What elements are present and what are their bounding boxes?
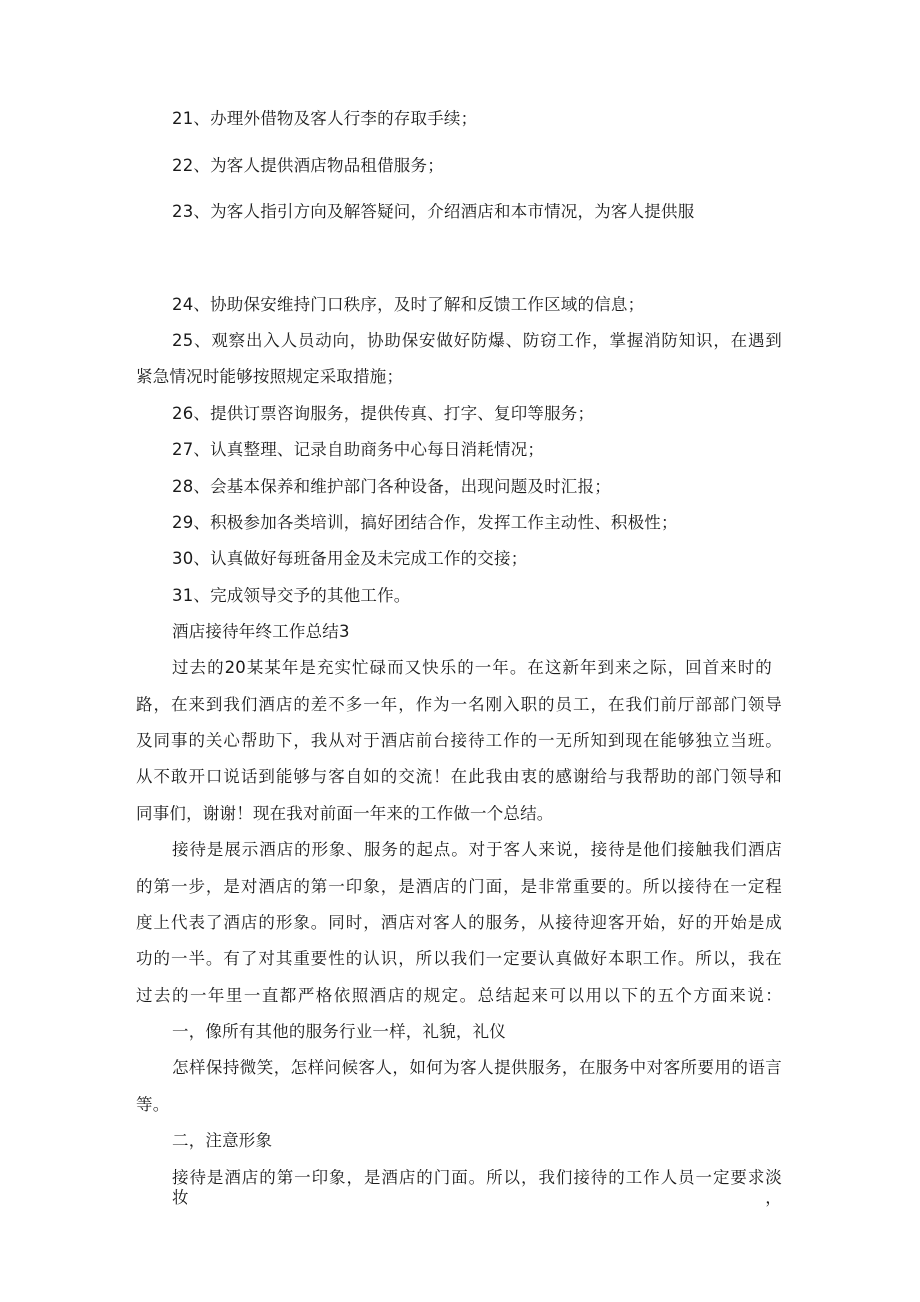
list-item-21: 21、办理外借物及客人行李的存取手续； bbox=[172, 109, 478, 128]
paragraph-1-line-3: 及同事的关心帮助下，我从对于酒店前台接待工作的一无所知到现在能够独立当班。 bbox=[136, 731, 782, 750]
paragraph-2-line-5: 过去的一年里一直都严格依照酒店的规定。总结起来可以用以下的五个方面来说： bbox=[136, 986, 782, 1005]
list-item-27: 27、认真整理、记录自助商务中心每日消耗情况； bbox=[172, 440, 545, 459]
point-2-heading: 二，注意形象 bbox=[172, 1131, 273, 1150]
list-item-28: 28、会基本保养和维护部门各种设备，出现问题及时汇报； bbox=[172, 477, 611, 496]
point-2-text-line-1: 接待是酒店的第一印象，是酒店的门面。所以，我们接待的工作人员一定要求淡妆， bbox=[172, 1168, 782, 1207]
paragraph-1-line-4: 从不敢开口说话到能够与客自如的交流！在此我由衷的感谢给与我帮助的部门领导和 bbox=[136, 767, 782, 786]
list-item-30: 30、认真做好每班备用金及未完成工作的交接； bbox=[172, 549, 528, 568]
list-item-31: 31、完成领导交予的其他工作。 bbox=[172, 586, 411, 605]
list-item-29: 29、积极参加各类培训，搞好团结合作，发挥工作主动性、积极性； bbox=[172, 513, 678, 532]
paragraph-2-line-4: 功的一半。有了对其重要性的认识，所以我们一定要认真做好本职工作。所以，我在 bbox=[136, 949, 782, 968]
section-title: 酒店接待年终工作总结3 bbox=[172, 622, 350, 641]
paragraph-1-line-1: 过去的20某某年是充实忙碌而又快乐的一年。在这新年到来之际，回首来时的 bbox=[172, 658, 772, 677]
paragraph-2-line-3: 度上代表了酒店的形象。同时，酒店对客人的服务，从接待迎客开始，好的开始是成 bbox=[136, 913, 782, 932]
point-1-text-line-1: 怎样保持微笑，怎样问候客人，如何为客人提供服务，在服务中对客所要用的语言 bbox=[172, 1058, 782, 1077]
point-1-heading: 一，像所有其他的服务行业一样，礼貌，礼仪 bbox=[172, 1022, 506, 1041]
point-1-text-line-2: 等。 bbox=[136, 1095, 170, 1114]
list-item-26: 26、提供订票咨询服务，提供传真、打字、复印等服务； bbox=[172, 404, 595, 423]
paragraph-1-line-5: 同事们，谢谢！现在我对前面一年来的工作做一个总结。 bbox=[136, 804, 554, 823]
paragraph-2-line-2: 的第一步，是对酒店的第一印象，是酒店的门面，是非常重要的。所以接待在一定程 bbox=[136, 877, 782, 896]
list-item-22: 22、为客人提供酒店物品租借服务； bbox=[172, 156, 444, 175]
list-item-25-continued: 紧急情况时能够按照规定采取措施； bbox=[136, 367, 404, 386]
list-item-25: 25、观察出入人员动向，协助保安做好防爆、防窃工作，掌握消防知识，在遇到 bbox=[172, 331, 782, 350]
paragraph-2-line-1: 接待是展示酒店的形象、服务的起点。对于客人来说，接待是他们接触我们酒店 bbox=[172, 840, 782, 859]
list-item-24: 24、协助保安维持门口秩序，及时了解和反馈工作区域的信息； bbox=[172, 295, 645, 314]
list-item-23: 23、为客人指引方向及解答疑问，介绍酒店和本市情况，为客人提供服 bbox=[172, 202, 695, 221]
paragraph-1-line-2: 路，在来到我们酒店的差不多一年，作为一名刚入职的员工，在我们前厅部部门领导 bbox=[136, 695, 782, 714]
